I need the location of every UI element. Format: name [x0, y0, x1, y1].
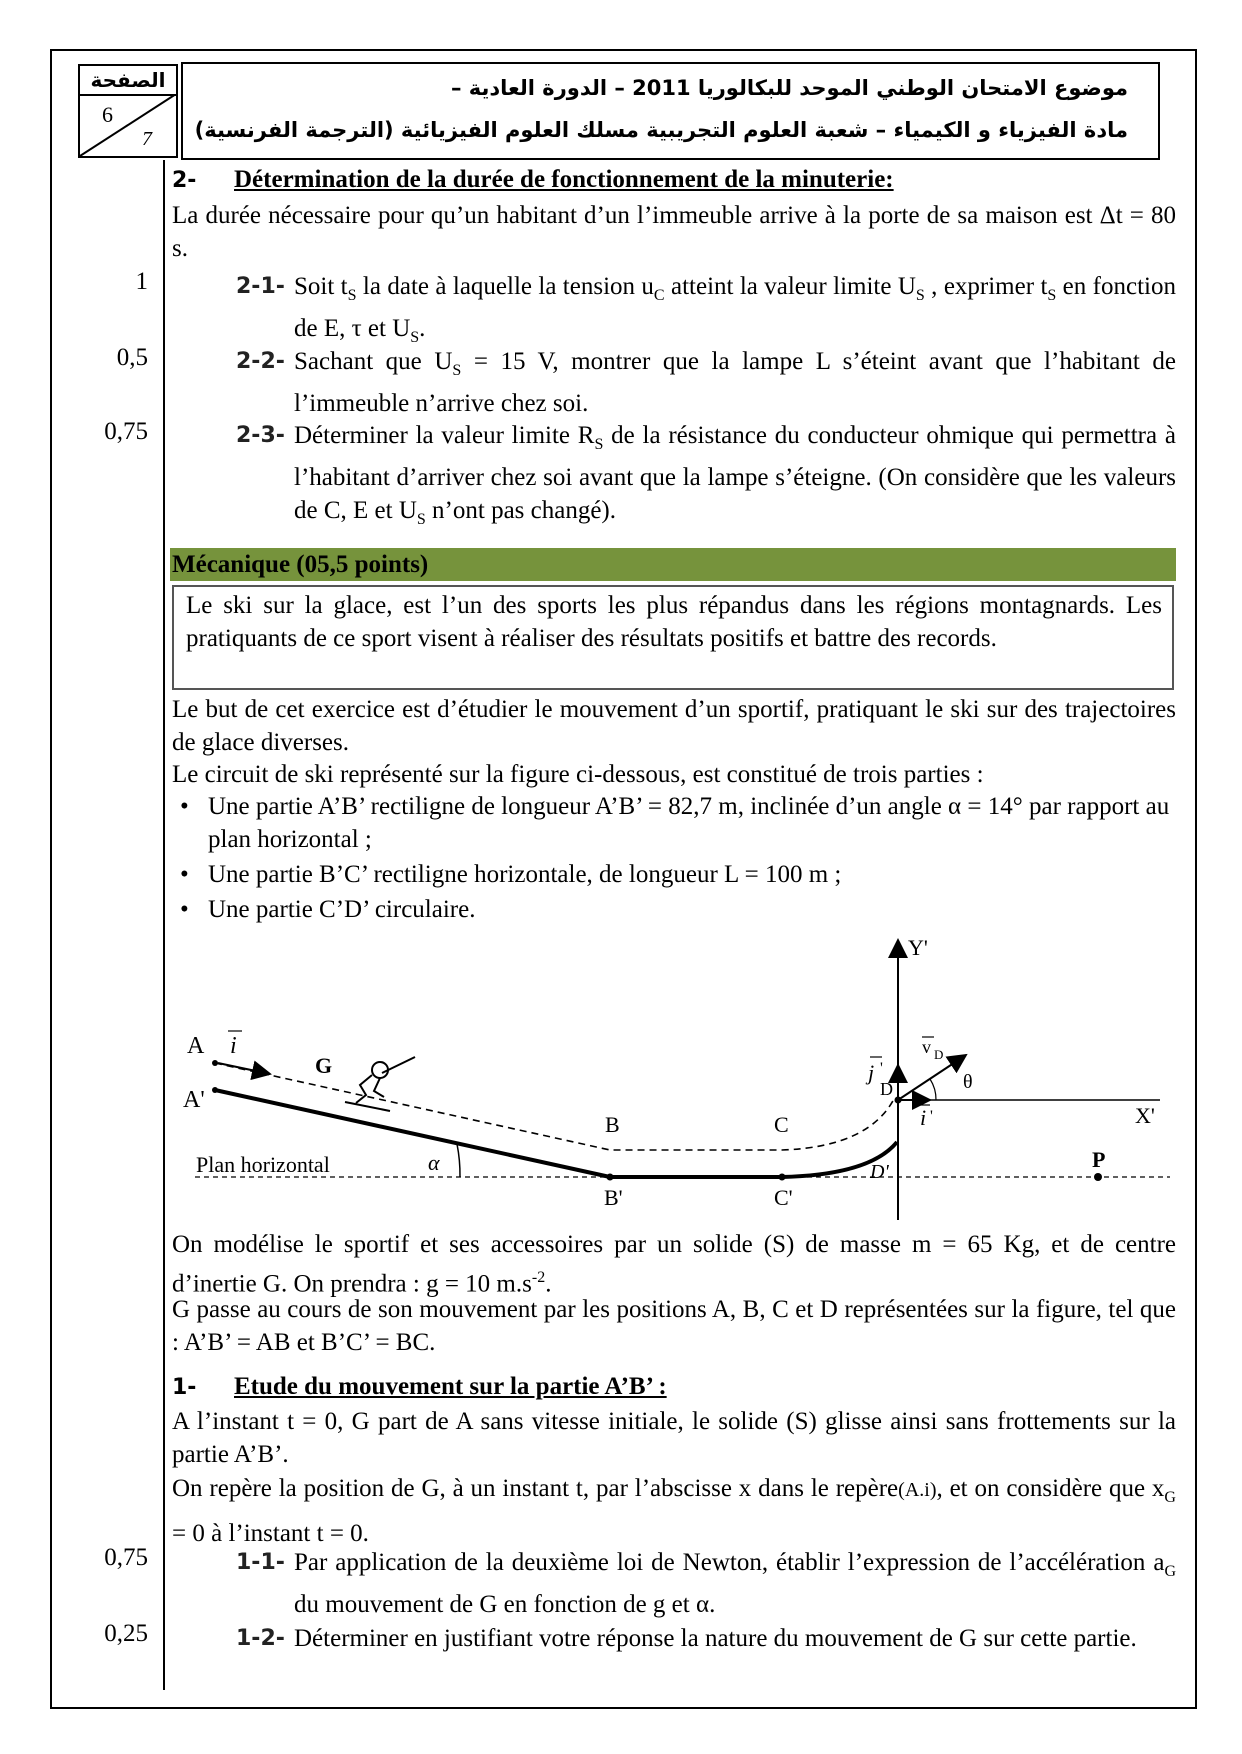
alpha-arc — [457, 1144, 460, 1177]
points-2-1: 1 — [135, 268, 148, 295]
section-2-intro: La durée nécessaire pour qu’un habitant d’un l’immeuble arrive à la porte de sa maison est Δt = 80 s. — [172, 202, 1176, 262]
circuit-parts-list — [172, 790, 1176, 928]
label-d: D — [880, 1079, 893, 1099]
label-i-prime: i — [920, 1105, 927, 1130]
label-a-prime: A' — [183, 1087, 205, 1113]
exam-title-line1: موضوع الامتحان الوطني الموحد للبكالوريا 2011 – الدورة العادية – — [450, 76, 1128, 100]
point-b-prime — [607, 1174, 614, 1181]
label-c: C — [774, 1112, 789, 1137]
positions-paragraph: G passe au cours de son mouvement par les positions A, B, C et D représentées sur la figure, tel que : A’B’ = AB et B’C’ = BC. — [172, 1296, 1176, 1356]
svg-text:': ' — [930, 1108, 933, 1125]
exam-title-line2: مادة الفيزياء و الكيمياء – شعبة العلوم التجريبية مسلك العلوم الفيزيائية (الترجمة الفرنسية) — [194, 118, 1128, 142]
mecanique-paragraph-1: Le but de cet exercice est d’étudier le mouvement d’un sportif, pratiquant le ski sur des trajectoires de glace diverses. — [172, 696, 1176, 756]
question-1-2: 1-2- Déterminer en justifiant votre réponse la nature du mouvement de G sur cette partie. — [236, 1625, 1137, 1652]
question-2-3: 2-3- Déterminer la valeur limite $R_S$ de la résistance du conducteur ohmique qui permettra à l’habitant d’arriver chez soi avant que la lampe s’éteigne. (On considère que les valeurs de C, E et $U_S$ n’ont pas changé). — [236, 422, 1176, 528]
point-d — [895, 1097, 902, 1104]
label-alpha: α — [428, 1150, 440, 1175]
question-2-2: 2-2- Sachant que $U_S = 15$ V, montrer que la lampe L s’éteint avant que l’habitant de l’immeuble n’arrive chez soi. — [236, 348, 1176, 417]
points-2-2: 0,5 — [116, 344, 148, 371]
model-paragraph: On modélise le sportif et ses accessoires par un solide (S) de masse m = 65 Kg, et de centre d’inertie G. On prendra : g = 10 $m.s^{-2}$. — [172, 1231, 1176, 1298]
points-1-2: 0,25 — [104, 1620, 148, 1647]
page-number-box — [78, 64, 178, 158]
label-plan-horizontal: Plan horizontal — [196, 1152, 330, 1177]
mecanique-intro-box — [172, 585, 1174, 690]
section-2-heading: 2- Détermination de la durée de fonctionnement de la minuterie: — [172, 166, 894, 193]
list-item: • Une partie A’B’ rectiligne de longueur A’B’ = 82,7 m, inclinée d’un angle α = 14° par rapport au plan horizontal ; — [180, 793, 1170, 853]
question-2-1: 2-1- Soit $t_S$ la date à laquelle la tension $u_C$ atteint la valeur limite $U_S$ , exprimer $t_S$ en fonction de E, τ et $U_S$. — [236, 273, 1176, 346]
point-c-prime — [779, 1174, 786, 1181]
label-vd-sub: D — [934, 1047, 944, 1062]
label-x-prime: X' — [1135, 1103, 1155, 1128]
label-p: P — [1092, 1147, 1106, 1172]
list-item: • Une partie B’C’ rectiligne horizontale, de longueur L = 100 m ; — [180, 861, 842, 888]
label-d-prime: D' — [870, 1161, 889, 1183]
mecanique-intro-text: Le ski sur la glace, est l’un des sports les plus répandus dans les régions montagnards. Les pratiquants de ce sport visent à réaliser des résultats positifs et battre des records. — [186, 592, 1162, 652]
ski-circuit-figure — [170, 925, 1180, 1225]
question-1-1: 1-1- Par application de la deuxième loi de Newton, établir l’expression de l’accélération $a_G$ du mouvement de G en fonction de g et α. — [236, 1549, 1176, 1618]
point-a — [212, 1060, 218, 1066]
page-total: 7 — [142, 128, 152, 150]
page-number: 6 — [102, 102, 113, 127]
margin-line — [163, 160, 165, 1690]
section-1-heading: 1- Etude du mouvement sur la partie A’B’ : — [172, 1373, 667, 1400]
label-b: B — [605, 1112, 620, 1137]
mecanique-paragraph-2: Le circuit de ski représenté sur la figure ci-dessous, est constitué de trois parties : — [172, 761, 984, 788]
initial-conditions-paragraph: A l’instant t = 0, G part de A sans vitesse initiale, le solide (S) glisse ainsi sans frottements sur la partie A’B’. — [172, 1408, 1176, 1468]
label-vd: v — [922, 1037, 931, 1057]
points-2-3: 0,75 — [104, 418, 148, 445]
label-a: A — [187, 1033, 205, 1059]
exam-title-box — [181, 62, 1160, 160]
page-label: الصفحة — [80, 66, 176, 96]
list-item: • Une partie C’D’ circulaire. — [180, 896, 476, 923]
page-divider — [80, 94, 176, 156]
label-y-prime: Y' — [908, 935, 928, 960]
skier-icon — [345, 1057, 415, 1111]
label-b-prime: B' — [604, 1185, 623, 1210]
label-g: G — [315, 1053, 333, 1078]
i-vector — [218, 1063, 270, 1074]
label-c-prime: C' — [774, 1185, 793, 1210]
point-p — [1094, 1173, 1102, 1181]
svg-text:': ' — [880, 1060, 883, 1077]
vd-vector — [898, 1055, 966, 1100]
label-j-prime: j — [868, 1060, 875, 1085]
theta-arc — [930, 1079, 936, 1100]
label-i: i — [230, 1033, 237, 1059]
frame-paragraph: On repère la position de G, à un instant t, par l’abscisse x dans le repère(A.i), et on considère que $x_G = 0$ à l’instant t = 0. — [172, 1475, 1176, 1547]
point-a-prime — [212, 1087, 218, 1093]
mecanique-header: Mécanique (05,5 points) — [170, 548, 1176, 581]
points-1-1: 0,75 — [104, 1544, 148, 1571]
label-theta: θ — [963, 1071, 973, 1093]
